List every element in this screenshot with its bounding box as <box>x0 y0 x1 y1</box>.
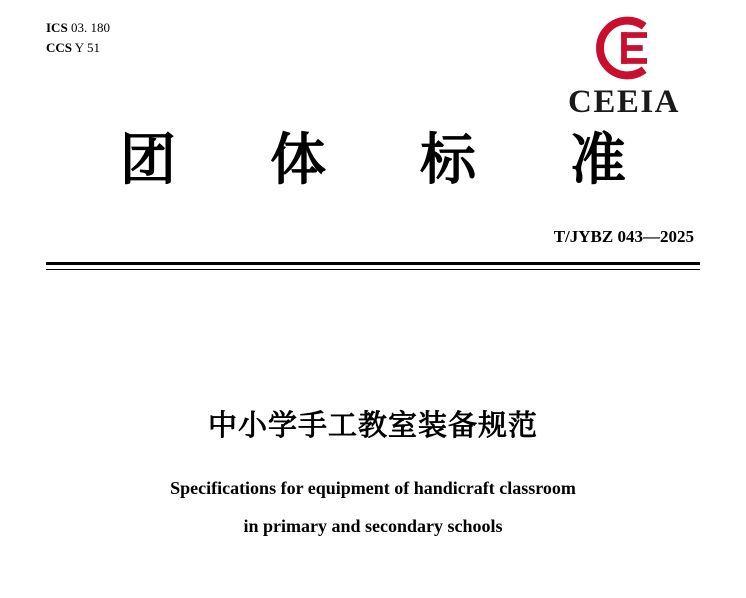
ccs-code-line <box>46 38 110 58</box>
page-title: 中小学手工教室装备规范 <box>207 408 538 442</box>
ics-value: 03. 180 <box>70 20 110 35</box>
divider-thin <box>46 269 700 270</box>
ics-code-line <box>46 18 110 38</box>
ccs-value: Y 51 <box>74 40 100 56</box>
standard-type-heading <box>120 128 626 193</box>
page-title-english <box>0 469 746 546</box>
ics-label: ICS <box>46 20 68 35</box>
classification-codes <box>46 18 110 58</box>
standard-type-char-3: 标 <box>420 128 476 193</box>
divider-thick <box>46 262 700 265</box>
page-title-english-line-2: in primary and secondary schools <box>243 516 503 537</box>
ceeia-logo-text: CEEIA <box>567 84 681 120</box>
standard-type-char-2: 体 <box>270 128 326 193</box>
ceeia-logo-block <box>554 12 694 119</box>
standard-type-char-4: 准 <box>570 128 626 193</box>
document-titles <box>0 408 746 546</box>
ccs-label: CCS <box>46 40 73 56</box>
standard-type-char-1: 团 <box>120 128 176 193</box>
page-title-english-line-1: Specifications for equipment of handicraft classroom <box>170 477 576 498</box>
standard-number: T/JYBZ 043—2025 <box>553 227 694 246</box>
ceeia-logo-icon <box>588 12 660 84</box>
